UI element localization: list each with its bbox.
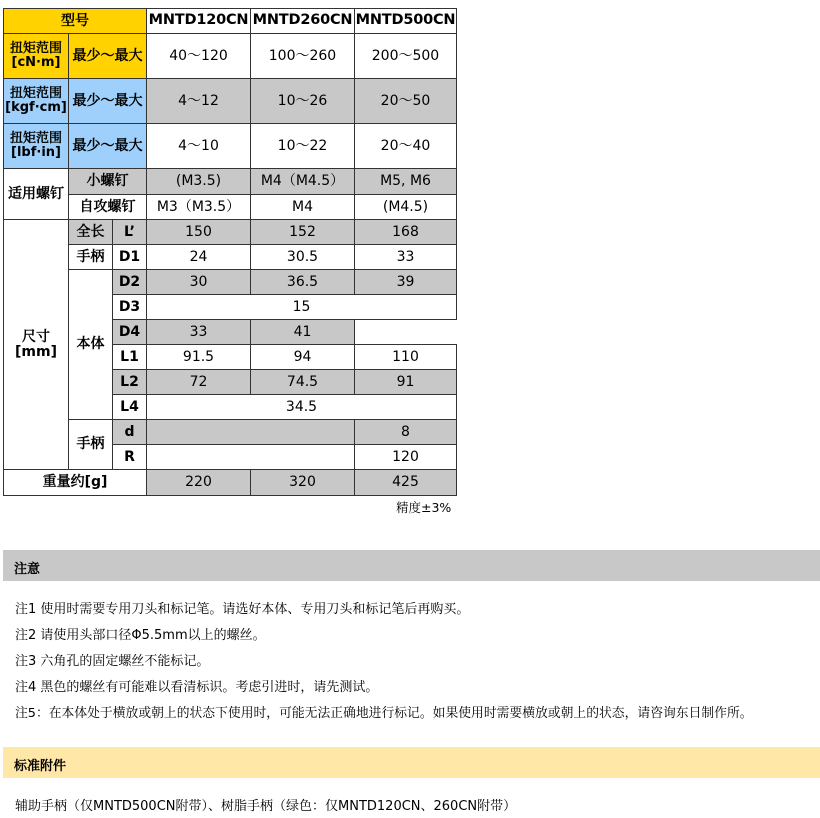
dimension-value-empty xyxy=(147,420,355,445)
note-item: 注3 六角孔的固定螺丝不能标记。 xyxy=(15,654,210,669)
dimension-value: 94 xyxy=(251,345,355,370)
weight-value: 220 xyxy=(147,470,251,496)
handle-label: 手柄 xyxy=(69,420,113,470)
model-name: MNTD500CN xyxy=(355,9,457,34)
screw-value: M4（M4.5） xyxy=(251,169,355,195)
note-item: 注2 请使用头部口径Φ5.5mm以上的螺丝。 xyxy=(15,628,266,643)
body-label: 本体 xyxy=(69,270,113,420)
tapping-screw-label: 自攻螺钉 xyxy=(69,195,147,220)
dimension-code: D3 xyxy=(113,295,147,320)
notes-header-bar xyxy=(3,550,820,581)
weight-value: 320 xyxy=(251,470,355,496)
torque-value: 40～120 xyxy=(147,34,251,79)
torque-value: 4～12 xyxy=(147,79,251,124)
note-item: 注1 使用时需要专用刀头和标记笔。请选好本体、专用刀头和标记笔后再购买。 xyxy=(15,602,470,617)
accessories-title: 标准附件 xyxy=(14,759,67,774)
torque-value: 200～500 xyxy=(355,34,457,79)
dimension-value: 33 xyxy=(355,245,457,270)
dimension-value: 168 xyxy=(355,220,457,245)
accuracy-note: 精度±3% xyxy=(396,500,452,515)
handle-label: 手柄 xyxy=(69,245,113,270)
dimension-value: 152 xyxy=(251,220,355,245)
accessories-header-bar xyxy=(3,747,820,778)
spec-table xyxy=(3,8,457,496)
dimension-value: 36.5 xyxy=(251,270,355,295)
accessories-text: 辅助手柄（仅MNTD500CN附带）、树脂手柄（绿色：仅MNTD120CN、260CN附带） xyxy=(15,799,517,814)
dimension-value: 41 xyxy=(251,320,355,345)
dimension-value: 30.5 xyxy=(251,245,355,270)
torque-value: 4～10 xyxy=(147,124,251,169)
screw-value: M3（M3.5） xyxy=(147,195,251,220)
torque-value: 20～50 xyxy=(355,79,457,124)
torque-value: 20～40 xyxy=(355,124,457,169)
dimension-code: D1 xyxy=(113,245,147,270)
machine-screw-label: 小螺钉 xyxy=(69,169,147,195)
dimension-value: 72 xyxy=(147,370,251,395)
dimension-code: D2 xyxy=(113,270,147,295)
dimension-value: 30 xyxy=(147,270,251,295)
dimension-value: 91 xyxy=(355,370,457,395)
dimension-value: 24 xyxy=(147,245,251,270)
dimension-code: L’ xyxy=(113,220,147,245)
torque-unit-label: 扭矩范围 [cN·m] xyxy=(4,34,69,79)
screw-value: (M4.5) xyxy=(355,195,457,220)
dimension-value: 33 xyxy=(147,320,251,345)
dimension-code: d xyxy=(113,420,147,445)
notes-title: 注意 xyxy=(14,562,41,577)
dimension-value: 8 xyxy=(355,420,457,445)
dimension-value: 150 xyxy=(147,220,251,245)
weight-label: 重量约[g] xyxy=(4,470,147,496)
note-item: 注5：在本体处于横放或朝上的状态下使用时，可能无法正确地进行标记。如果使用时需要横放或朝上的状态，请咨询东日制作所。 xyxy=(15,706,753,721)
model-header: 型号 xyxy=(4,9,147,34)
torque-value: 10～22 xyxy=(251,124,355,169)
dimension-value: 39 xyxy=(355,270,457,295)
applicable-screw-label: 适用螺钉 xyxy=(4,169,69,220)
dimension-code: L4 xyxy=(113,395,147,420)
range-label: 最少～最大 xyxy=(69,34,147,79)
range-label: 最少～最大 xyxy=(69,124,147,169)
dimension-value: 15 xyxy=(147,295,457,320)
range-label: 最少～最大 xyxy=(69,79,147,124)
torque-value: 10～26 xyxy=(251,79,355,124)
torque-unit-label: 扭矩范围 [lbf·in] xyxy=(4,124,69,169)
dimension-value-empty xyxy=(147,445,355,470)
dimension-value-empty xyxy=(355,320,457,345)
dimension-value: 74.5 xyxy=(251,370,355,395)
torque-value: 100～260 xyxy=(251,34,355,79)
model-name: MNTD120CN xyxy=(147,9,251,34)
model-name: MNTD260CN xyxy=(251,9,355,34)
dimension-value: 110 xyxy=(355,345,457,370)
screw-value: M4 xyxy=(251,195,355,220)
note-item: 注4 黑色的螺丝有可能难以看清标识。考虑引进时，请先测试。 xyxy=(15,680,379,695)
dimension-code: D4 xyxy=(113,320,147,345)
dimension-value: 91.5 xyxy=(147,345,251,370)
screw-value: M5, M6 xyxy=(355,169,457,195)
dimension-code: R xyxy=(113,445,147,470)
dimension-value: 120 xyxy=(355,445,457,470)
torque-unit-label: 扭矩范围 [kgf·cm] xyxy=(4,79,69,124)
weight-value: 425 xyxy=(355,470,457,496)
dimension-code: L1 xyxy=(113,345,147,370)
dimension-code: L2 xyxy=(113,370,147,395)
dimension-value: 34.5 xyxy=(147,395,457,420)
total-length-label: 全长 xyxy=(69,220,113,245)
screw-value: (M3.5) xyxy=(147,169,251,195)
dimensions-label: 尺寸 [mm] xyxy=(4,220,69,470)
